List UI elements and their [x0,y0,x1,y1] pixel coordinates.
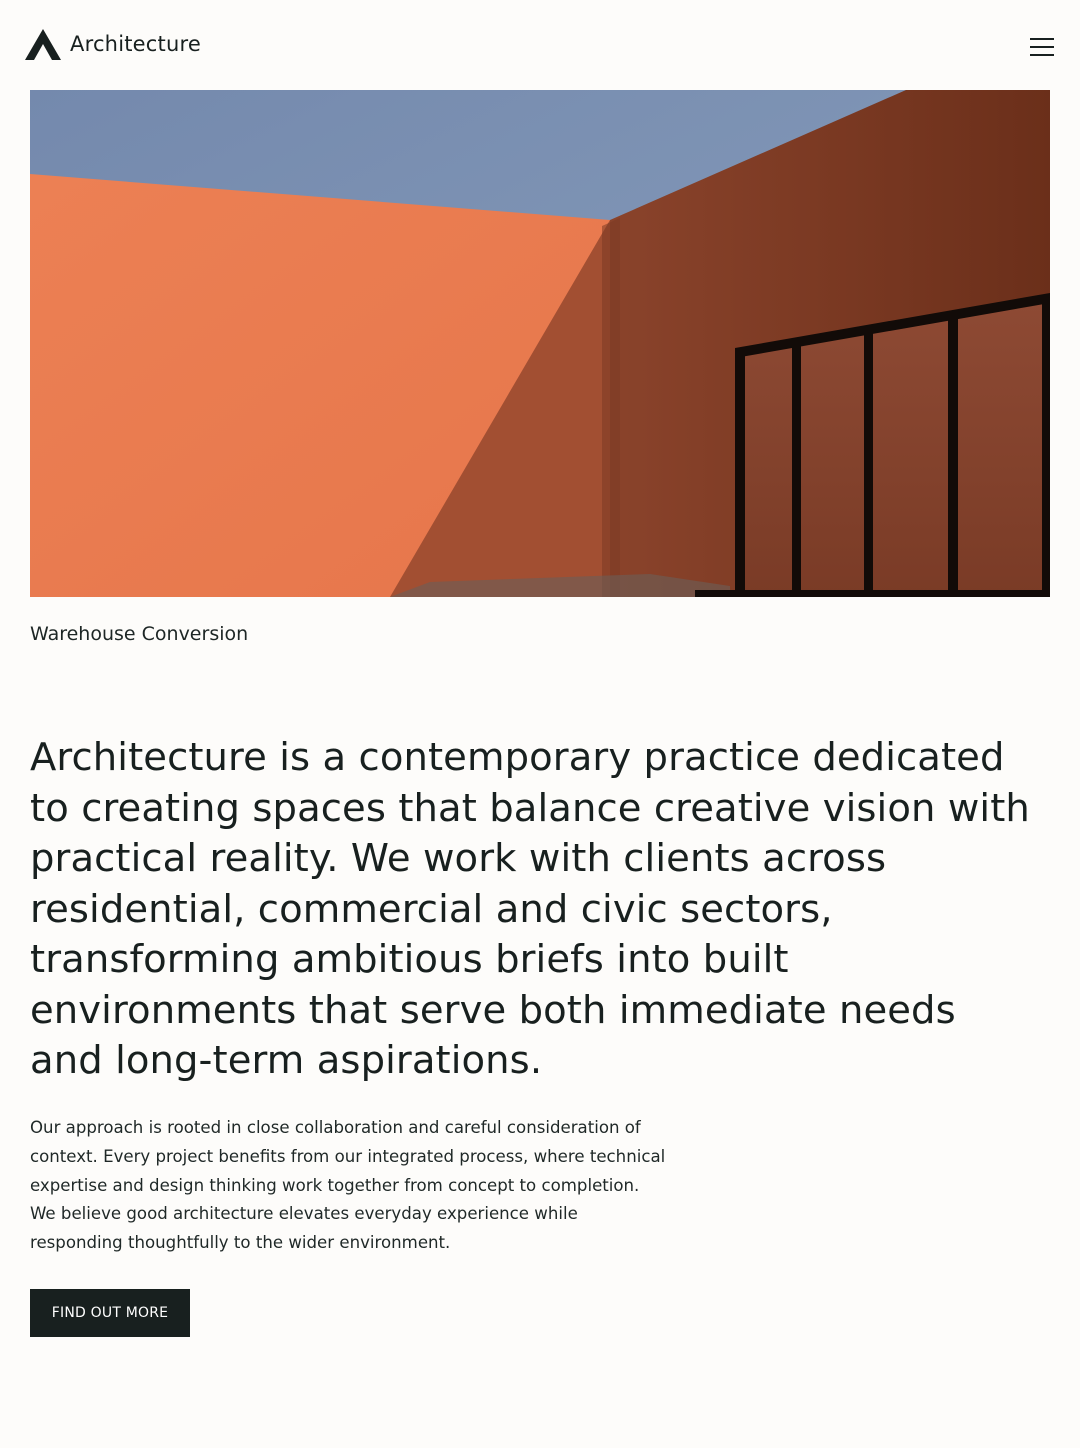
find-out-more-button[interactable]: FIND OUT MORE [30,1289,190,1337]
project-caption: Warehouse Conversion [30,623,249,645]
intro-headline: Architecture is a contemporary practice dedicated to creating spaces that balance creative vision with practical reality. We work with clients across residential, commercial and civic sectors, transforming ambitious briefs into built environments that serve both immediate needs and long-term aspirations. [30,735,1030,1083]
triangle-logo-icon [25,29,61,60]
hamburger-menu-icon [1022,28,1062,66]
intro-body: Our approach is rooted in close collaboration and careful consideration of context. Every project benefits from our integrated process, where technical expertise and design thinking work together from concept to completion. We believe good architecture elevates everyday experience while responding thoughtfully to the wider environment. [30,1118,666,1253]
hero-image[interactable] [30,90,1050,597]
brand-logo-link[interactable] [25,29,201,60]
menu-button[interactable] [1022,28,1062,66]
site-header [0,0,1080,90]
brand-name: Architecture [70,32,201,56]
project-photo [30,90,1050,597]
